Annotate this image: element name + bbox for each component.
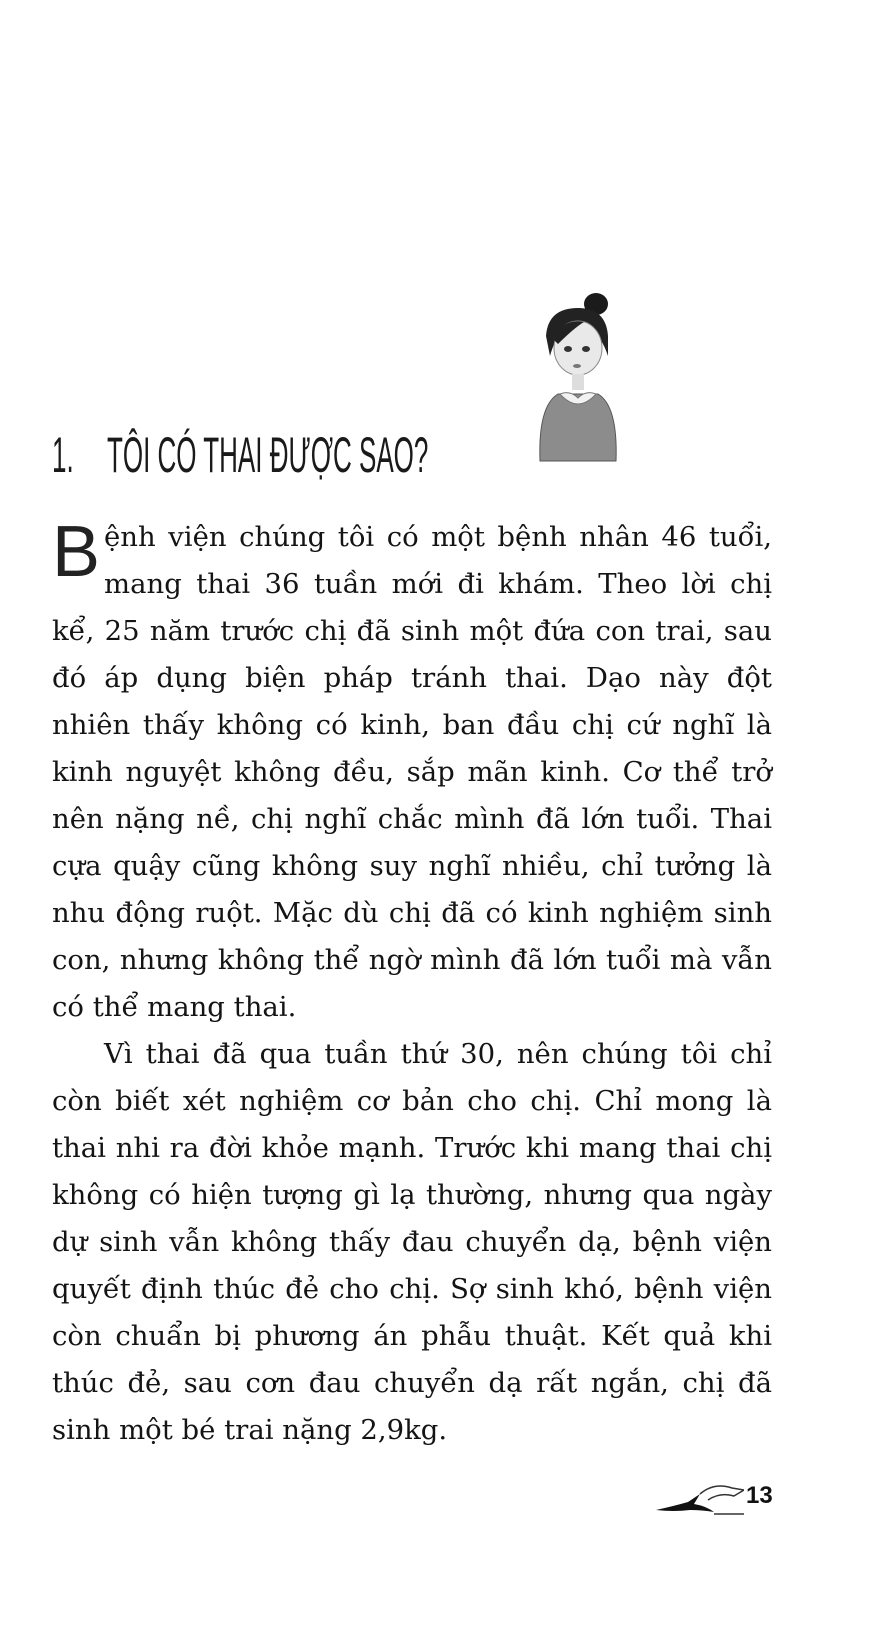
chapter-heading xyxy=(52,427,429,483)
woman-portrait-icon xyxy=(528,286,628,486)
chapter-number: 1. xyxy=(52,427,74,483)
paragraph-2: Vì thai đã qua tuần thứ 30, nên chúng tôi chỉ còn biết xét nghiệm cơ bản cho chị. Chỉ mong là thai nhi ra đời khỏe mạnh. Trước khi mang thai chị không có hiện tượng gì lạ thường, nhưng qua ngày dự sinh vẫn không thấy đau chuyển dạ, bệnh viện quyết định thúc đẻ cho chị. Sợ sinh khó, bệnh viện còn chuẩn bị phương án phẫu thuật. Kết quả khi thúc đẻ, sau cơn đau chuyển dạ rất ngắn, chị đã sinh một bé trai nặng 2,9kg. xyxy=(52,1038,772,1446)
paragraph-1 xyxy=(52,514,772,1031)
swallow-ornament-icon xyxy=(654,1480,744,1520)
paragraph-1-text: ệnh viện chúng tôi có một bệnh nhân 46 tuổi, mang thai 36 tuần mới đi khám. Theo lời chị kể, 25 năm trước chị đã sinh một đứa con trai, sau đó áp dụng biện pháp tránh thai. Dạo này đột nhiên thấy không có kinh, ban đầu chị cứ nghĩ là kinh nguyệt không đều, sắp mãn kinh. Cơ thể trở nên nặng nề, chị nghĩ chắc mình đã lớn tuổi. Thai cựa quậy cũng không suy nghĩ nhiều, chỉ tưởng là nhu động ruột. Mặc dù chị đã có kinh nghiệm sinh con, nhưng không thể ngờ mình đã lớn tuổi mà vẫn có thể mang thai. xyxy=(52,521,772,1023)
body-text xyxy=(52,514,772,1454)
page-number: 13 xyxy=(746,1482,773,1509)
chapter-title: TÔI CÓ THAI ĐƯỢC SAO? xyxy=(106,427,429,483)
dropcap: B xyxy=(52,512,101,592)
